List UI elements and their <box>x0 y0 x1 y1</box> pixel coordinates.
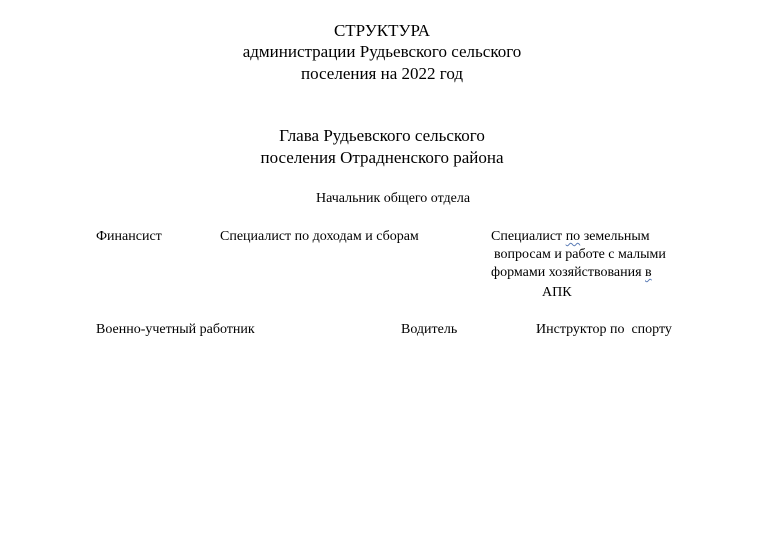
head-title-line-1: Глава Рудьевского сельского <box>279 126 485 145</box>
land-specialist-text-d: формами хозяйствования <box>491 265 646 280</box>
financier: Финансист <box>96 229 162 244</box>
sport-instructor: Инструктор по спорту <box>536 322 672 337</box>
document-subtitle-line-1: администрации Рудьевского сельского <box>242 42 522 61</box>
head-title-line-2: поселения Отрадненского района <box>260 148 504 167</box>
land-specialist-line-3 <box>491 264 652 282</box>
land-specialist-text-e: в <box>645 265 652 280</box>
military-registration-worker: Военно-учетный работник <box>96 322 255 337</box>
income-specialist: Специалист по доходам и сборам <box>220 229 419 244</box>
driver: Водитель <box>401 322 458 337</box>
land-specialist-line-1 <box>491 228 650 246</box>
document-title: СТРУКТУРА <box>333 21 431 40</box>
land-specialist-text-b: по <box>565 229 581 244</box>
document-subtitle-line-2: поселения на 2022 год <box>301 64 463 83</box>
land-specialist-line-4: АПК <box>542 285 572 300</box>
land-specialist-line-2: вопросам и работе с малыми <box>494 247 666 262</box>
land-specialist-text-c: земельным <box>580 229 650 244</box>
land-specialist-text-a: Специалист <box>491 229 566 244</box>
department-head: Начальник общего отдела <box>316 191 471 206</box>
